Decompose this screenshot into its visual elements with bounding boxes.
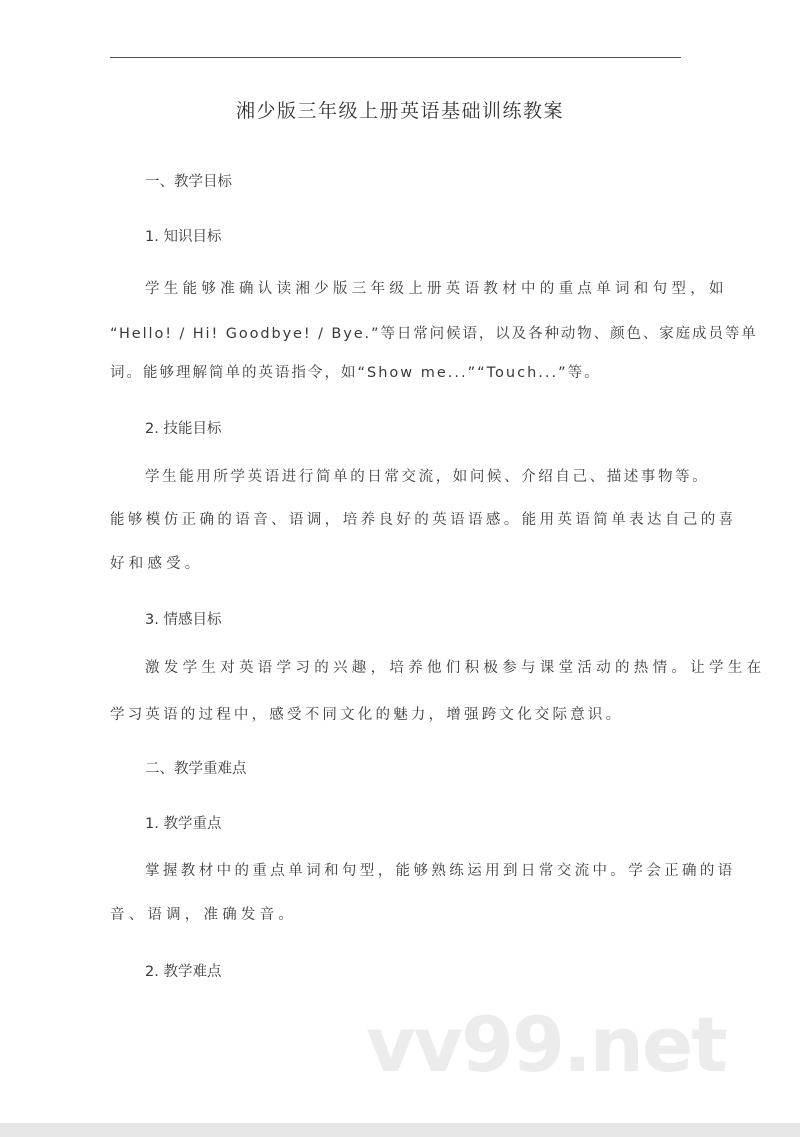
paragraph-line: 好和感受。 [110,556,204,572]
paragraph-line: 掌握教材中的重点单词和句型，能够熟练运用到日常交流中。学会正确的语 [145,863,736,879]
paragraph-line: 学习英语的过程中，感受不同文化的魅力，增强跨文化交际意识。 [110,707,624,723]
paragraph-line: 激发学生对英语学习的兴趣，培养他们积极参与课堂活动的热情。让学生在 [145,660,766,676]
subheading: 1. 教学重点 [145,816,222,832]
paragraph-line: 学生能用所学英语进行简单的日常交流，如问候、介绍自己、描述事物等。 [145,469,710,485]
subheading: 2. 教学难点 [145,964,222,980]
document-title: 湘少版三年级上册英语基础训练教案 [235,100,564,122]
watermark: vv99.net [366,1000,726,1089]
subheading: 1. 知识目标 [145,229,222,245]
paragraph-line: “Hello! / Hi! Goodbye! / Bye.”等日常问候语，以及各种动物、颜色、家庭成员等单 [110,326,758,342]
paragraph-line: 词。能够理解简单的英语指令，如“Show me...”“Touch...”等。 [110,365,601,381]
section-heading: 二、教学重难点 [145,761,247,777]
header-rule [110,57,681,58]
subheading: 3. 情感目标 [145,612,222,628]
paragraph-line: 音、语调，准确发音。 [110,907,297,923]
section-heading: 一、教学目标 [145,174,232,190]
paragraph-line: 能够模仿正确的语音、语调，培养良好的英语语感。能用英语简单表达自己的喜 [110,512,737,528]
subheading: 2. 技能目标 [145,421,222,437]
paragraph-line: 学生能够准确认读湘少版三年级上册英语教材中的重点单词和句型，如 [145,281,728,297]
